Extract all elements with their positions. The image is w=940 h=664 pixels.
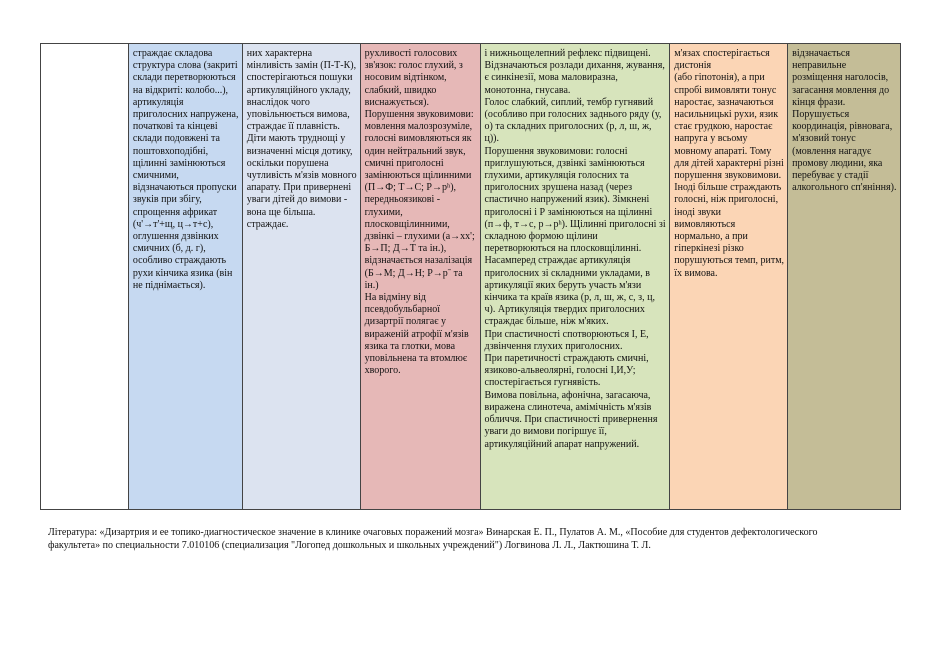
- table-cell-peach: [670, 44, 788, 509]
- table-cell-pink: [361, 44, 481, 509]
- cell-text: рухливості голосових зв'язок: голос глухий, з носовим відтінком, слабкий, швидко виснажується). Порушення звуковимови: мовлення малозрозуміле, голосні вимовляються як один нейтральний звук, смичні приголосні замінюються щілинними (П→Ф; Т→С; Р→рʰ), передньоязикові - глухими, плосковщілинними, дзвінкі – глухими (а→хх'; Б→П; Д→Т та ін.), відзначається назалізація (Б→М; Д→Н; Р→рˉ та ін.) На відміну від псевдобульбарної дизартрії полягає у вираженій атрофії м'язів язика та глотки, мова уповільнена та втомлює хворого.: [364, 48, 475, 377]
- table-cell-green: [481, 44, 671, 509]
- cell-text: відзначається неправильне розміщення наголосів, загасання мовлення до кінця фрази. Порушується координація, рівновага, м'язовий тонус (мовлення нагадує промову людини, яка перебуває у стадії алкогольного сп'яніння).: [792, 48, 897, 194]
- table-cell-blank: [41, 44, 129, 509]
- cell-text: страждає складова структура слова (закриті склади перетворюються на відкриті: колобо...), артикуляція приголосних напружена, початкові та кінцеві склади подовжені та поштовхоподібні, щілинні замінюються смичними, відзначаються пропуски звуків при збігу, спрощення африкат (ч'→т'+щ, ц→т+с), оглушення дзвінких смичних (б, д. г), особливо страждають рухи кінчика язика (він не піднімається).: [132, 48, 241, 291]
- dysarthria-table: [40, 43, 901, 510]
- table-cell-lavender: [243, 44, 361, 509]
- table-cell-blue: [129, 44, 243, 509]
- table-cell-khaki: [788, 44, 901, 509]
- cell-text: і нижньощелепний рефлекс підвищені. Відзначаються розлади дихання, жування, є синкінезії, мова маловиразна, монотонна, гнусава. Голос слабкий, сиплий, тембр гугнявий (особливо при голосних заднього ряду (у, о) та складних приголосних (р, л, ш, ж, ц)). Порушення звуковимови: голосні приглушуються, дзвінкі замінюються глухими, артикуляція голосних та приголосних зрушена назад (через спастично напружений язик). Зімкнені приголосні і Р замінюються на щілинні (п→ф, т→с, р→рʰ). Щілинні приголосні зі складною формою щілини перетворюються на плосковщілинні. Насамперед страждає артикуляція приголосних зі складними укладами, в артикуляції яких беруть участь м'язи кінчика та країв язика (р, л, ш, ж, с, з, ц, ч). Артикуляція твердих приголосних страждає більше, ніж м'яких. При спастичності спотворюються І, Е, дзвінчення глухих приголосних. При паретичності страждають смичні, язиково-альвеолярні, голосні І,И,У; спостерігається гугнявість. Вимова повільна, афонічна, загасаюча, виражена слинотеча, амімічність м'язів обличчя. При спастичності привернення уваги до вимови погіршує її, артикуляційний апарат напружений.: [484, 48, 666, 450]
- cell-text: них характерна мінливість замін (П-Т-К), спостерігаються пошуки артикуляційного укладу, внаслідок чого уповільнюється вимова, страждає її плавність. Діти мають труднощі у визначенні місця дотику, оскільки порушена чутливість м'язів мовного апарату. При привернені уваги дітей до вимови - вона ще більша. страждає.: [246, 48, 357, 230]
- cell-text: м'язах спостерігається дистонія (або гіпотонія), а при спробі вимовляти тонус наростає, зазначаються насильницькі рухи, язик стає грудкою, наростає напруга у всьому мовному апараті. Тому для дітей характерні різні порушення звуковимови. Іноді більше страждають голосні, ніж приголосні, іноді звуки вимовляються нормально, а при гіперкінезі різко порушуються темп, ритм, їх вимова.: [674, 48, 785, 279]
- literature-note: Література: «Дизартрия и ее топико-диагностическое значение в клинике очаговых поражений мозга» Винарская Е. П., Пулатов А. М., «Пособие для студентов дефектологического факультета» по специальности 7.010106 (специализация "Логопед дошкольных и школьных учреждений") Логвинова Л. Л., Лактюшина Т. Л.: [48, 527, 818, 551]
